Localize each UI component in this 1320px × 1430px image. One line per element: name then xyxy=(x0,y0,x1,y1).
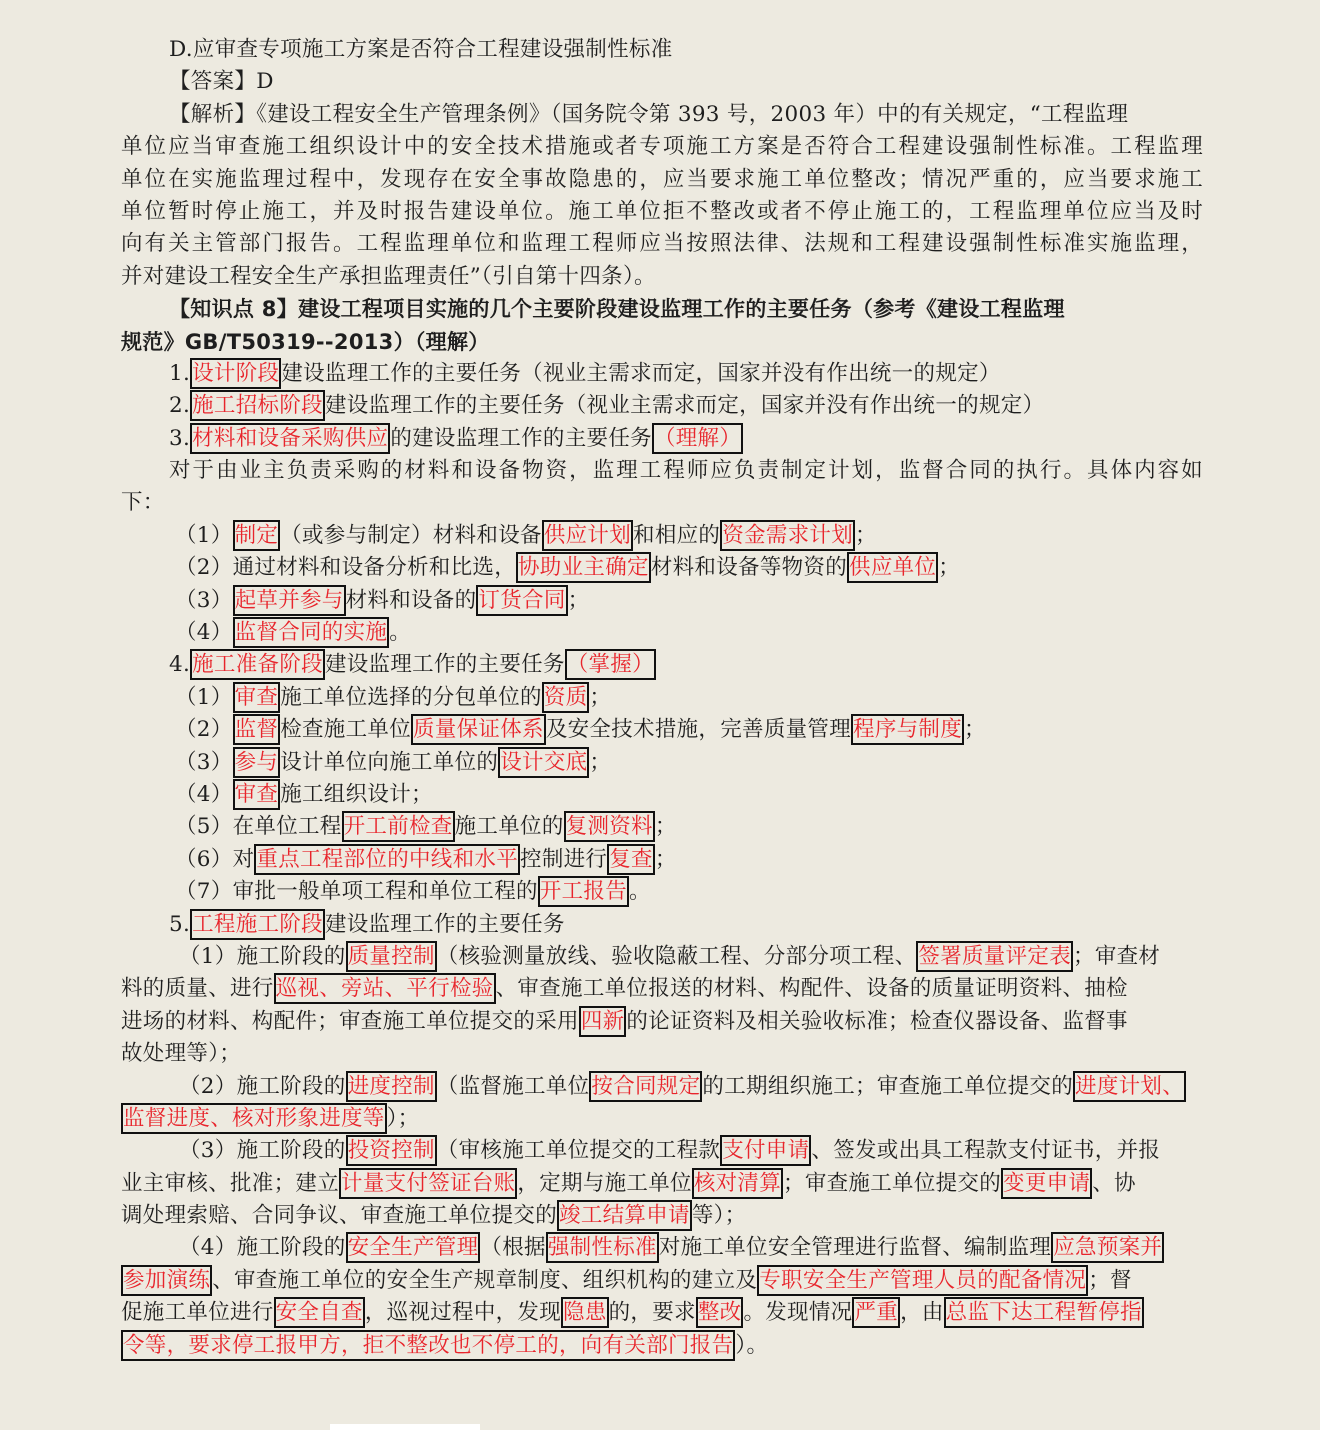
highlight-box: 审查 xyxy=(233,682,281,713)
section-text: 的建设监理工作的主要任务 xyxy=(390,425,652,451)
item-text: 促施工单位进行 xyxy=(121,1300,274,1326)
item-text: （核验测量放线、验收隐蔽工程、分部分项工程、 xyxy=(436,943,917,969)
highlight-box: 严重 xyxy=(852,1297,900,1328)
highlight-box: 资质 xyxy=(542,682,590,713)
highlight-box: 四新 xyxy=(579,1006,627,1037)
highlight-box: 供应单位 xyxy=(847,552,938,583)
item-text: ； xyxy=(654,846,677,872)
item-number: （1） xyxy=(175,522,233,548)
highlight-box: 复查 xyxy=(607,844,655,875)
highlight-box: 安全生产管理 xyxy=(346,1232,481,1263)
item-text: 施工组织设计； xyxy=(280,781,433,807)
s5-p1-line-2 xyxy=(121,973,1203,1005)
section-3-intro-2: 下： xyxy=(121,490,165,516)
item-text: （4）施工阶段的 xyxy=(179,1235,346,1261)
item-number: （2） xyxy=(175,717,233,743)
item-number: （7） xyxy=(175,879,233,905)
item-text: 材料和设备的 xyxy=(345,587,477,613)
item-text: ； xyxy=(567,587,590,613)
highlight-box: 计量支付签证台账 xyxy=(339,1168,517,1199)
item-number: （6） xyxy=(175,846,233,872)
highlight-box: 整改 xyxy=(696,1297,744,1328)
highlight-box: 核对清算 xyxy=(692,1168,783,1199)
knowledge-point-title: 【知识点 8】建设工程项目实施的几个主要阶段建设监理工作的主要任务（参考《建设工程监理 xyxy=(169,297,1065,322)
section-text: 建设监理工作的主要任务 xyxy=(324,652,565,678)
section-number: 1. xyxy=(169,360,191,386)
s5-p4-line-3 xyxy=(121,1297,1203,1329)
item-text: （监督施工单位 xyxy=(436,1073,590,1099)
section-3-intro: 对于由业主负责采购的材料和设备物资，监理工程师应负责制定计划，监督合同的执行。具体内容如 xyxy=(169,458,1203,484)
highlight-box: 施工准备阶段 xyxy=(190,649,325,680)
highlight-box: 监督 xyxy=(233,714,281,745)
item-text: ，巡视过程中，发现 xyxy=(364,1300,562,1326)
highlight-box: 隐患 xyxy=(561,1297,609,1328)
s5-p4-line-2 xyxy=(121,1265,1203,1297)
s4-item-4 xyxy=(121,779,1203,811)
item-text: 对施工单位安全管理进行监督、编制监理 xyxy=(658,1235,1052,1261)
highlight-box: 质量控制 xyxy=(346,941,437,972)
item-text: ，由 xyxy=(900,1300,944,1326)
item-text: 材料和设备等物资的 xyxy=(650,555,848,581)
answer-value: D xyxy=(256,69,274,95)
item-text: ； xyxy=(855,522,877,548)
highlight-box: 订货合同 xyxy=(476,585,567,616)
highlight-box: 质量保证体系 xyxy=(411,714,546,745)
highlight-box: 竣工结算申请 xyxy=(557,1200,692,1231)
analysis-line-3: 单位在实施监理过程中，发现存在安全事故隐患的，应当要求施工单位整改；情况严重的，应当要求施工 xyxy=(121,166,1203,192)
item-text: （2）施工阶段的 xyxy=(179,1073,346,1099)
highlight-box: 巡视、旁站、平行检验 xyxy=(274,973,496,1004)
item-text: 和相应的 xyxy=(633,522,721,548)
item-text: ； xyxy=(964,717,986,743)
section-3 xyxy=(121,423,1203,455)
page-edge xyxy=(330,1424,480,1430)
item-text: 进场的材料、构配件；审查施工单位提交的采用 xyxy=(121,1008,579,1034)
section-5 xyxy=(121,909,1203,941)
highlight-box: 重点工程部位的中线和水平 xyxy=(254,844,520,875)
item-text: 等）； xyxy=(691,1203,747,1229)
item-text: 检查施工单位 xyxy=(280,717,412,743)
answer-label: 【答案】 xyxy=(169,69,257,95)
item-text: ；审查材 xyxy=(1073,943,1161,969)
highlight-box: 复测资料 xyxy=(564,811,655,842)
item-text: 及安全技术措施，完善质量管理 xyxy=(545,717,852,743)
answer xyxy=(121,66,1203,98)
item-text: 对 xyxy=(232,846,255,872)
s3-item-2 xyxy=(121,552,1203,584)
item-number: （5） xyxy=(175,814,233,840)
knowledge-point-title-2: 规范》GB/T50319--2013）（理解） xyxy=(121,329,490,354)
highlight-box: 供应计划 xyxy=(542,520,633,551)
section-number: 4. xyxy=(169,652,191,678)
item-text: 设计单位向施工单位的 xyxy=(280,749,499,775)
item-text: 、审查施工单位的安全生产规章制度、组织机构的建立及 xyxy=(212,1267,758,1293)
s5-p3-line-3 xyxy=(121,1200,1203,1232)
item-text: 、协 xyxy=(1092,1170,1136,1196)
s5-p3-line-1 xyxy=(121,1135,1203,1167)
s3-item-3 xyxy=(121,585,1203,617)
item-text: ）； xyxy=(386,1105,420,1131)
analysis-text: 《建设工程安全生产管理条例》（国务院令第 393 号，2003 年）中的有关规定，“工程监理 xyxy=(256,101,1129,127)
section-text: 建设监理工作的主要任务 xyxy=(324,911,565,937)
highlight-box: 开工报告 xyxy=(538,876,629,907)
item-number: （3） xyxy=(175,749,233,775)
analysis-line-6: 并对建设工程安全生产承担监理责任”（引自第十四条）。 xyxy=(121,263,656,289)
item-text: （或参与制定）材料和设备 xyxy=(280,522,542,548)
document-page xyxy=(121,34,1203,1362)
highlight-box: 进度计划、 xyxy=(1073,1071,1186,1102)
highlight-box: 程序与制度 xyxy=(851,714,964,745)
highlight-box: 工程施工阶段 xyxy=(190,909,325,940)
highlight-box: 起草并参与 xyxy=(233,585,346,616)
analysis-line-2: 单位应当审查施工组织设计中的安全技术措施或者专项施工方案是否符合工程建设强制性标准。工程监理 xyxy=(121,134,1203,160)
level-tag: （理解） xyxy=(652,423,743,454)
s5-p1-line-3 xyxy=(121,1006,1203,1038)
item-text: （审核施工单位提交的工程款 xyxy=(436,1138,721,1164)
item-number: （3） xyxy=(175,587,233,613)
section-number: 3. xyxy=(169,425,191,451)
item-text: （根据 xyxy=(480,1235,546,1261)
item-text: 。发现情况 xyxy=(743,1300,853,1326)
item-text: 调处理索赔、合同争议、审查施工单位提交的 xyxy=(121,1203,558,1229)
item-text: ，定期与施工单位 xyxy=(517,1170,692,1196)
analysis-label: 【解析】 xyxy=(169,101,257,127)
s5-p4-line-4 xyxy=(121,1330,1203,1362)
s5-p2-line-1 xyxy=(121,1071,1203,1103)
analysis-line-1 xyxy=(121,99,1203,131)
item-text: 施工单位的 xyxy=(454,814,564,840)
highlight-box: 参与 xyxy=(233,747,281,778)
item-number: （4） xyxy=(175,620,233,646)
highlight-box: 专职安全生产管理人员的配备情况 xyxy=(757,1265,1088,1296)
highlight-box: 强制性标准 xyxy=(546,1232,659,1263)
s5-p2-line-2 xyxy=(121,1103,1203,1135)
section-1 xyxy=(121,358,1203,390)
section-number: 5. xyxy=(169,911,191,937)
highlight-box: 按合同规定 xyxy=(589,1071,702,1102)
s3-item-4 xyxy=(121,617,1203,649)
highlight-box: 施工招标阶段 xyxy=(190,390,325,421)
highlight-box: 设计交底 xyxy=(498,747,589,778)
section-2 xyxy=(121,390,1203,422)
item-text: ； xyxy=(654,814,677,840)
s4-item-7 xyxy=(121,876,1203,908)
highlight-box: 投资控制 xyxy=(346,1135,437,1166)
item-text: 施工单位选择的分包单位的 xyxy=(280,684,542,710)
item-number: （4） xyxy=(175,781,233,807)
section-number: 2. xyxy=(169,393,191,419)
item-text: 、签发或出具工程款支付证书，并报 xyxy=(811,1138,1161,1164)
highlight-box: 资金需求计划 xyxy=(720,520,855,551)
item-text: ）。 xyxy=(735,1332,769,1358)
highlight-box: 监督进度、核对形象进度等 xyxy=(121,1103,387,1134)
item-text: 、审查施工单位报送的材料、构配件、设备的质量证明资料、抽检 xyxy=(495,976,1128,1002)
s5-p1-line-4: 故处理等）； xyxy=(121,1041,242,1067)
s5-p4-line-1 xyxy=(121,1232,1203,1264)
item-text: 控制进行 xyxy=(520,846,608,872)
section-text: 建设监理工作的主要任务（视业主需求而定，国家并没有作出统一的规定） xyxy=(281,360,1001,386)
highlight-box: 安全自查 xyxy=(274,1297,365,1328)
item-text: ；审查施工单位提交的 xyxy=(783,1170,1002,1196)
analysis-line-5: 向有关主管部门报告。工程监理单位和监理工程师应当按照法律、法规和工程建设强制性标准实施监理， xyxy=(121,231,1203,257)
item-text: 料的质量、进行 xyxy=(121,976,274,1002)
item-text: ； xyxy=(589,749,612,775)
highlight-box: 令等，要求停工报甲方，拒不整改也不停工的，向有关部门报告 xyxy=(121,1330,735,1361)
item-text: 。 xyxy=(629,879,651,905)
highlight-box: 审查 xyxy=(233,779,281,810)
item-number: （1） xyxy=(175,684,233,710)
item-text: 的，要求 xyxy=(608,1300,696,1326)
s4-item-3 xyxy=(121,747,1203,779)
highlight-box: 进度控制 xyxy=(346,1071,437,1102)
option-d: D.应审查专项施工方案是否符合工程建设强制性标准 xyxy=(169,37,673,62)
highlight-box: 材料和设备采购供应 xyxy=(190,423,390,454)
item-text: （3）施工阶段的 xyxy=(179,1138,346,1164)
highlight-box: 支付申请 xyxy=(720,1135,811,1166)
s4-item-2 xyxy=(121,714,1203,746)
item-text: ；督 xyxy=(1088,1267,1132,1293)
item-number: （2） xyxy=(175,555,233,581)
level-tag: （掌握） xyxy=(565,649,656,680)
highlight-box: 签署质量评定表 xyxy=(916,941,1073,972)
item-text: 的论证资料及相关验收标准；检查仪器设备、监督事 xyxy=(626,1008,1128,1034)
highlight-box: 总监下达工程暂停指 xyxy=(944,1297,1144,1328)
highlight-box: 开工前检查 xyxy=(342,811,455,842)
item-text: ； xyxy=(938,555,961,581)
item-text: 业主审核、批准；建立 xyxy=(121,1170,340,1196)
item-text: 通过材料和设备分析和比选， xyxy=(232,555,516,581)
section-text: 建设监理工作的主要任务（视业主需求而定，国家并没有作出统一的规定） xyxy=(324,393,1045,419)
item-text: 。 xyxy=(389,620,412,646)
s3-item-1 xyxy=(121,520,1203,552)
highlight-box: 制定 xyxy=(233,520,281,551)
highlight-box: 设计阶段 xyxy=(190,358,281,389)
highlight-box: 监督合同的实施 xyxy=(233,617,390,648)
s5-p3-line-2 xyxy=(121,1168,1203,1200)
highlight-box: 协助业主确定 xyxy=(516,552,651,583)
highlight-box: 应急预案并 xyxy=(1051,1232,1164,1263)
item-text: 的工期组织施工；审查施工单位提交的 xyxy=(702,1073,1074,1099)
item-text: 审批一般单项工程和单位工程的 xyxy=(232,879,538,905)
s5-p1-line-1 xyxy=(121,941,1203,973)
item-text: （1）施工阶段的 xyxy=(179,943,346,969)
highlight-box: 变更申请 xyxy=(1001,1168,1092,1199)
s4-item-6 xyxy=(121,844,1203,876)
highlight-box: 参加演练 xyxy=(121,1265,212,1296)
item-text: ； xyxy=(589,684,612,710)
item-text: 在单位工程 xyxy=(232,814,342,840)
analysis-line-4: 单位暂时停止施工，并及时报告建设单位。施工单位拒不整改或者不停止施工的，工程监理单位应当及时 xyxy=(121,198,1203,224)
s4-item-1 xyxy=(121,682,1203,714)
section-4 xyxy=(121,649,1203,681)
s4-item-5 xyxy=(121,811,1203,843)
